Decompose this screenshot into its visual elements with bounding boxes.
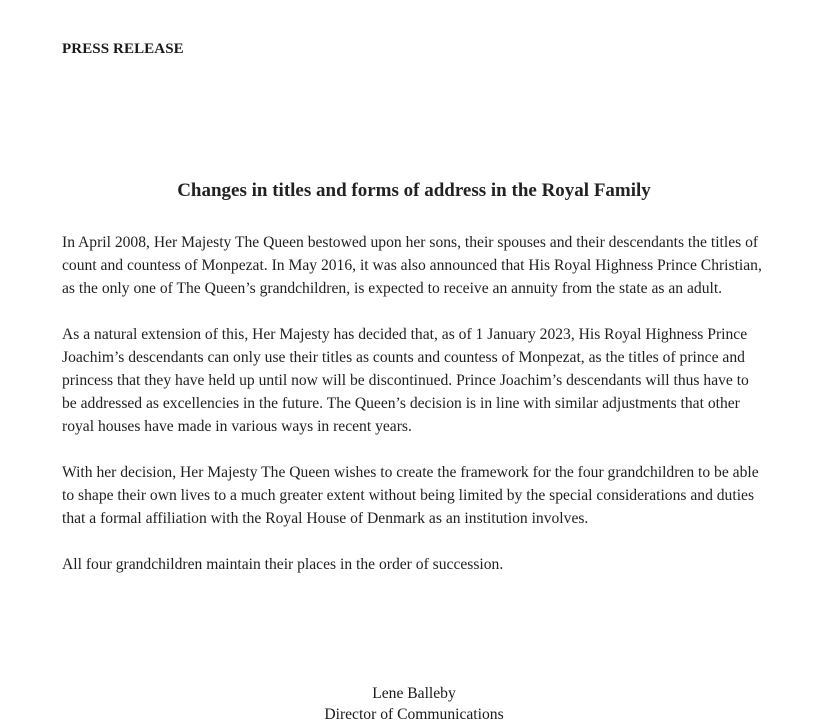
- paragraph-3: With her decision, Her Majesty The Queen wishes to create the framework for the four grandchildren to be able to shape their own lives to a much greater extent without being limited by the special considerations and duties that a formal affiliation with the Royal House of Denmark as an institution involves.: [62, 464, 759, 527]
- paragraph-2: As a natural extension of this, Her Majesty has decided that, as of 1 January 2023, His Royal Highness Prince Joachim’s descendants can only use their titles as counts and countess of Monpezat, as the titles of prince and princess that they have held up until now will be discontinued. Prince Joachim’s descendants will thus have to be addressed as excellencies in the future. The Queen’s decision is in line with similar adjustments that other royal houses have made in various ways in recent years.: [62, 326, 749, 435]
- signature-title: Director of Communications: [324, 706, 504, 723]
- paragraph-1: In April 2008, Her Majesty The Queen bestowed upon her sons, their spouses and their descendants the titles of count and countess of Monpezat. In May 2016, it was also announced that His Royal Highness Prince Christian, as the only one of The Queen’s grandchildren, is expected to receive an annuity from the state as an adult.: [62, 234, 762, 297]
- paragraph-4: All four grandchildren maintain their places in the order of succession.: [62, 556, 504, 573]
- press-release-label: PRESS RELEASE: [62, 41, 184, 57]
- signature-name: Lene Balleby: [372, 685, 456, 702]
- document-title: Changes in titles and forms of address in the Royal Family: [177, 180, 651, 201]
- body-text: [62, 231, 762, 599]
